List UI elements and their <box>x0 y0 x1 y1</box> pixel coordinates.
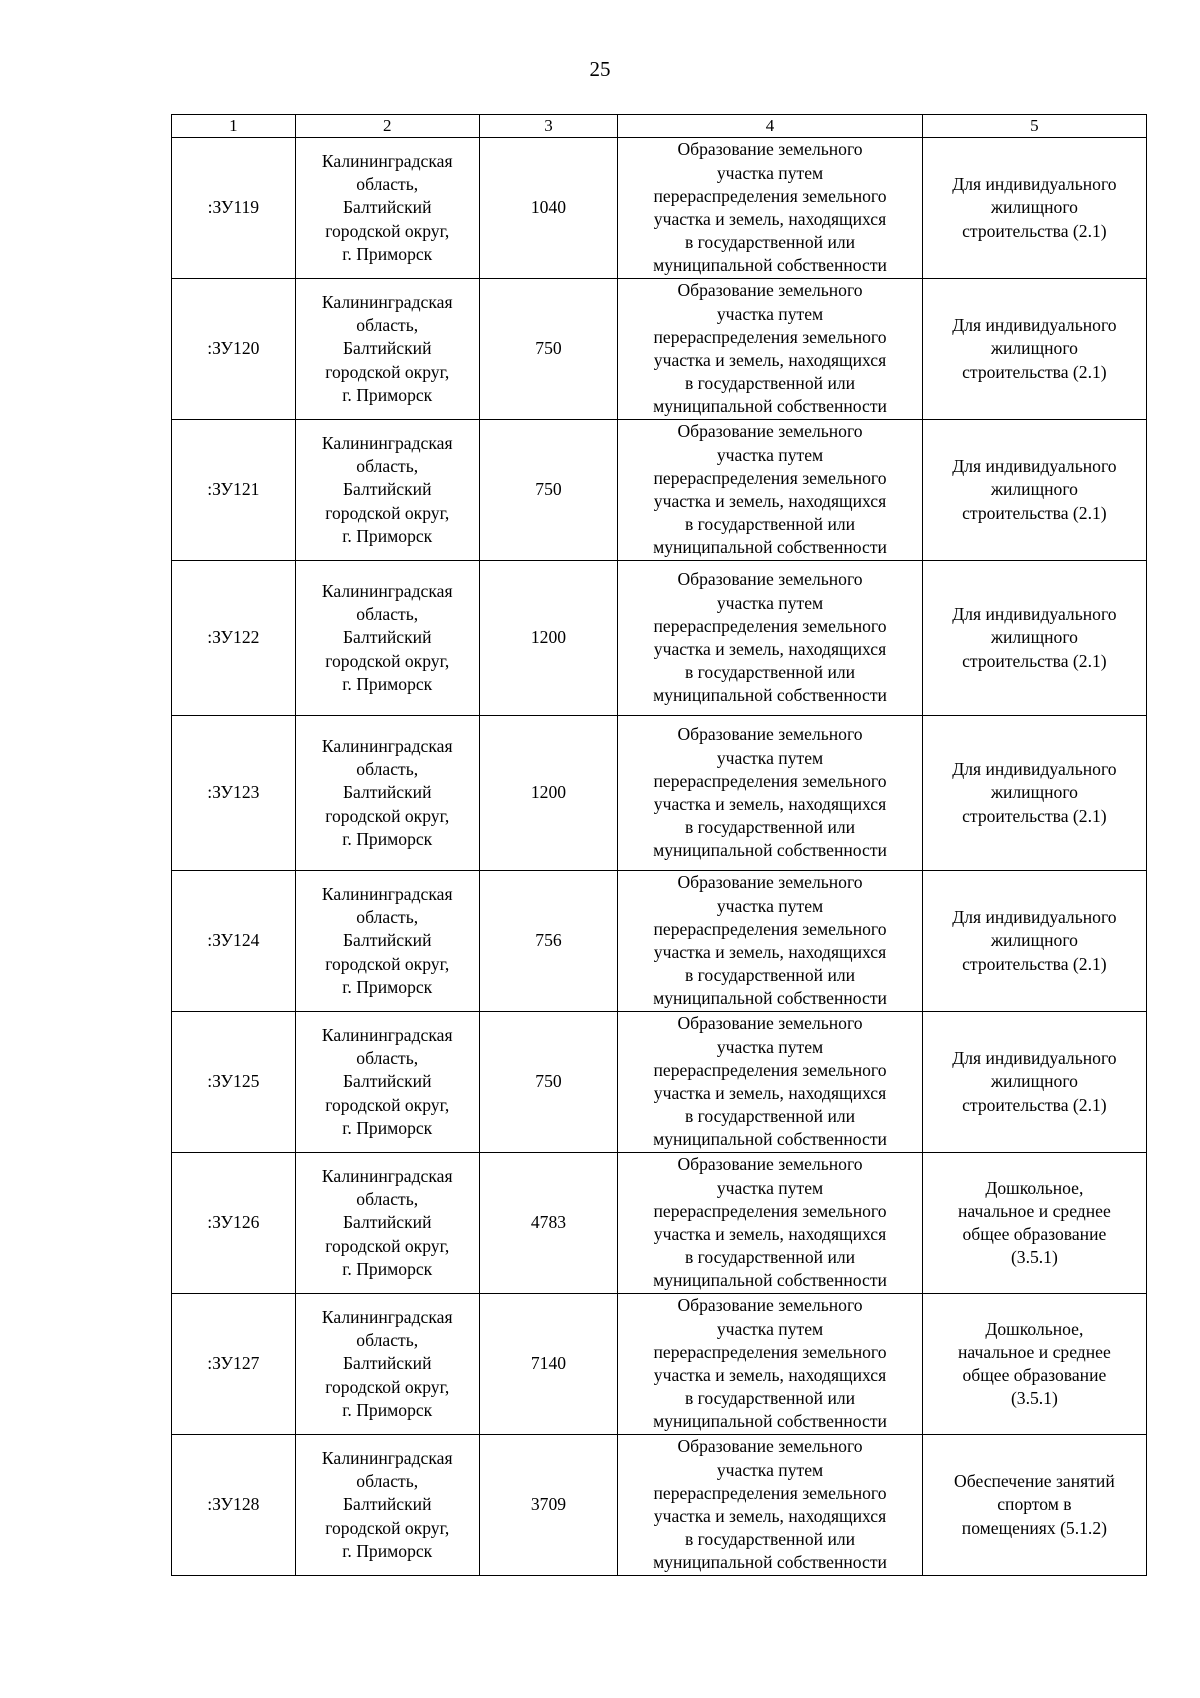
address-cell-line: городской округ, <box>325 502 450 523</box>
formation-method-cell-line: Образование земельного <box>677 724 863 745</box>
permitted-use-cell-line: Для индивидуального <box>952 456 1117 477</box>
address-cell-line: область, <box>356 456 419 477</box>
address-cell-line: Калининградская <box>321 1165 453 1186</box>
formation-method-cell-line: участка путем <box>716 303 824 324</box>
address-cell-line: Калининградская <box>321 291 453 312</box>
formation-method-cell-line: участка и земель, находящихся <box>653 1224 887 1244</box>
area-cell: 4783 <box>479 1153 618 1294</box>
formation-method-cell-line: участка и земель, находящихся <box>653 209 887 229</box>
address-cell-line: Калининградская <box>321 1447 453 1468</box>
formation-method-cell-line: Образование земельного <box>677 872 863 893</box>
formation-method-cell-line: Образование земельного <box>677 1295 863 1316</box>
area-cell: 750 <box>479 420 618 561</box>
address-cell-line: Калининградская <box>321 432 453 453</box>
formation-method-cell <box>618 716 923 871</box>
plot-id-cell: :ЗУ122 <box>172 561 296 716</box>
address-cell-line: г. Приморск <box>342 976 433 997</box>
address-cell-line: Балтийский <box>342 1494 432 1515</box>
table-row <box>172 871 1147 1012</box>
formation-method-cell-line: участка путем <box>716 1177 824 1198</box>
formation-method-cell-line: муниципальной собственности <box>653 988 887 1009</box>
permitted-use-cell <box>922 420 1146 561</box>
table-row <box>172 1153 1147 1294</box>
address-cell-line: городской округ, <box>325 1094 450 1115</box>
formation-method-cell-line: участка и земель, находящихся <box>653 1083 887 1103</box>
formation-method-cell <box>618 420 923 561</box>
address-cell-line: городской округ, <box>325 220 450 241</box>
address-cell-line: область, <box>356 1330 419 1351</box>
permitted-use-cell <box>922 279 1146 420</box>
address-cell-line: Балтийский <box>342 1071 432 1092</box>
formation-method-cell-line: в государственной или <box>684 1247 856 1268</box>
permitted-use-cell <box>922 1294 1146 1435</box>
formation-method-cell-line: Образование земельного <box>677 1154 863 1175</box>
land-plots-table <box>171 114 1147 1576</box>
address-cell-line: область, <box>356 1471 419 1492</box>
formation-method-cell-line: Образование земельного <box>677 1013 863 1034</box>
formation-method-cell-line: муниципальной собственности <box>653 537 887 558</box>
permitted-use-cell-line: жилищного <box>990 479 1078 500</box>
address-cell <box>295 138 479 279</box>
permitted-use-cell <box>922 871 1146 1012</box>
address-cell-line: городской округ, <box>325 1235 450 1256</box>
address-cell-line: область, <box>356 1189 419 1210</box>
address-cell <box>295 871 479 1012</box>
address-cell-line: г. Приморск <box>342 1117 433 1138</box>
address-cell-line: городской округ, <box>325 361 450 382</box>
permitted-use-cell-line: строительства (2.1) <box>962 220 1107 241</box>
plot-id-cell: :ЗУ123 <box>172 716 296 871</box>
address-cell-line: область, <box>356 315 419 336</box>
address-cell-line: Балтийский <box>342 627 432 648</box>
address-cell-line: г. Приморск <box>342 243 433 264</box>
permitted-use-cell-line: общее образование <box>962 1365 1107 1385</box>
address-cell-line: область, <box>356 759 419 780</box>
permitted-use-cell-line: Для индивидуального <box>952 174 1117 195</box>
address-cell-line: городской округ, <box>325 650 450 671</box>
permitted-use-cell-line: строительства (2.1) <box>962 1094 1107 1115</box>
plot-id-cell: :ЗУ128 <box>172 1435 296 1576</box>
address-cell-line: Балтийский <box>342 782 432 803</box>
formation-method-cell-line: муниципальной собственности <box>653 1270 887 1291</box>
area-cell: 7140 <box>479 1294 618 1435</box>
address-cell-line: область, <box>356 907 419 928</box>
formation-method-cell <box>618 561 923 716</box>
formation-method-cell-line: муниципальной собственности <box>653 1552 887 1573</box>
table-row <box>172 1435 1147 1576</box>
permitted-use-cell-line: строительства (2.1) <box>962 650 1107 671</box>
permitted-use-cell-line: Для индивидуального <box>952 315 1117 336</box>
page-number: 25 <box>589 57 611 81</box>
address-cell-line: Калининградская <box>321 580 453 601</box>
permitted-use-cell-line: Для индивидуального <box>952 604 1117 625</box>
formation-method-cell-line: перераспределения земельного <box>653 770 887 791</box>
formation-method-cell <box>618 138 923 279</box>
plot-id-cell: :ЗУ120 <box>172 279 296 420</box>
table-row <box>172 138 1147 279</box>
address-cell-line: городской округ, <box>325 805 450 826</box>
address-cell-line: Калининградская <box>321 1024 453 1045</box>
formation-method-cell-line: участка путем <box>716 592 824 613</box>
formation-method-cell-line: участка путем <box>716 1318 824 1339</box>
permitted-use-cell-line: помещениях (5.1.2) <box>961 1517 1107 1538</box>
address-cell-line: г. Приморск <box>342 828 433 849</box>
formation-method-cell-line: перераспределения земельного <box>653 1482 887 1503</box>
formation-method-cell <box>618 1435 923 1576</box>
formation-method-cell-line: участка и земель, находящихся <box>653 942 887 962</box>
address-cell <box>295 716 479 871</box>
table-row <box>172 716 1147 871</box>
permitted-use-cell-line: жилищного <box>990 782 1078 803</box>
table-row <box>172 279 1147 420</box>
formation-method-cell-line: Образование земельного <box>677 569 863 590</box>
formation-method-cell-line: перераспределения земельного <box>653 918 887 939</box>
address-cell-line: г. Приморск <box>342 1540 433 1561</box>
formation-method-cell-line: в государственной или <box>684 373 856 394</box>
formation-method-cell-line: участка путем <box>716 162 824 183</box>
address-cell-line: Калининградская <box>321 150 453 171</box>
area-cell: 1200 <box>479 716 618 871</box>
permitted-use-cell-line: (3.5.1) <box>1010 1247 1058 1268</box>
formation-method-cell <box>618 871 923 1012</box>
formation-method-cell-line: участка путем <box>716 1036 824 1057</box>
table-row <box>172 420 1147 561</box>
plot-id-cell: :ЗУ121 <box>172 420 296 561</box>
table-header-row <box>172 115 1147 138</box>
formation-method-cell-line: муниципальной собственности <box>653 255 887 276</box>
formation-method-cell-line: перераспределения земельного <box>653 1059 887 1080</box>
plot-id-cell: :ЗУ124 <box>172 871 296 1012</box>
formation-method-cell-line: участка и земель, находящихся <box>653 350 887 370</box>
address-cell-line: Калининградская <box>321 883 453 904</box>
permitted-use-cell <box>922 716 1146 871</box>
area-cell: 750 <box>479 1012 618 1153</box>
permitted-use-cell <box>922 138 1146 279</box>
formation-method-cell <box>618 1153 923 1294</box>
address-cell-line: область, <box>356 174 419 195</box>
formation-method-cell-line: перераспределения земельного <box>653 326 887 347</box>
formation-method-cell-line: участка и земель, находящихся <box>653 639 887 659</box>
permitted-use-cell-line: жилищного <box>990 1071 1078 1092</box>
formation-method-cell-line: участка и земель, находящихся <box>653 794 887 814</box>
address-cell-line: область, <box>356 1048 419 1069</box>
permitted-use-cell-line: жилищного <box>990 627 1078 648</box>
permitted-use-cell-line: Для индивидуального <box>952 1048 1117 1069</box>
area-cell: 1040 <box>479 138 618 279</box>
formation-method-cell-line: перераспределения земельного <box>653 1341 887 1362</box>
address-cell <box>295 1153 479 1294</box>
formation-method-cell <box>618 279 923 420</box>
address-cell-line: городской округ, <box>325 1517 450 1538</box>
permitted-use-cell-line: жилищного <box>990 197 1078 218</box>
address-cell-line: г. Приморск <box>342 384 433 405</box>
permitted-use-cell-line: Обеспечение занятий <box>954 1471 1115 1492</box>
table-row <box>172 1012 1147 1153</box>
address-cell-line: Балтийский <box>342 1353 432 1374</box>
formation-method-cell-line: участка путем <box>716 747 824 768</box>
formation-method-cell-line: перераспределения земельного <box>653 467 887 488</box>
permitted-use-cell-line: Дошкольное, <box>985 1318 1084 1339</box>
formation-method-cell-line: перераспределения земельного <box>653 1200 887 1221</box>
address-cell-line: Калининградская <box>321 735 453 756</box>
column-header-2: 2 <box>295 115 479 138</box>
formation-method-cell-line: в государственной или <box>684 662 856 683</box>
address-cell <box>295 279 479 420</box>
area-cell: 750 <box>479 279 618 420</box>
formation-method-cell-line: в государственной или <box>684 514 856 535</box>
address-cell <box>295 1435 479 1576</box>
permitted-use-cell-line: строительства (2.1) <box>962 805 1107 826</box>
formation-method-cell-line: в государственной или <box>684 1388 856 1409</box>
formation-method-cell <box>618 1294 923 1435</box>
formation-method-cell-line: Образование земельного <box>677 1436 863 1457</box>
column-header-3: 3 <box>479 115 618 138</box>
formation-method-cell-line: Образование земельного <box>677 280 863 301</box>
address-cell-line: городской округ, <box>325 1376 450 1397</box>
address-cell-line: г. Приморск <box>342 525 433 546</box>
formation-method-cell-line: участка и земель, находящихся <box>653 491 887 511</box>
formation-method-cell-line: перераспределения земельного <box>653 615 887 636</box>
address-cell-line: область, <box>356 604 419 625</box>
plot-id-cell: :ЗУ119 <box>172 138 296 279</box>
address-cell <box>295 1294 479 1435</box>
plot-id-cell: :ЗУ126 <box>172 1153 296 1294</box>
plot-id-cell: :ЗУ125 <box>172 1012 296 1153</box>
formation-method-cell-line: в государственной или <box>684 1529 856 1550</box>
permitted-use-cell <box>922 1012 1146 1153</box>
permitted-use-cell <box>922 561 1146 716</box>
formation-method-cell <box>618 1012 923 1153</box>
formation-method-cell-line: перераспределения земельного <box>653 185 887 206</box>
formation-method-cell-line: участка и земель, находящихся <box>653 1365 887 1385</box>
permitted-use-cell-line: жилищного <box>990 338 1078 359</box>
formation-method-cell-line: в государственной или <box>684 965 856 986</box>
table-body <box>172 115 1147 1576</box>
table-row <box>172 561 1147 716</box>
permitted-use-cell-line: Для индивидуального <box>952 759 1117 780</box>
formation-method-cell-line: муниципальной собственности <box>653 685 887 706</box>
address-cell-line: Балтийский <box>342 479 432 500</box>
formation-method-cell-line: в государственной или <box>684 817 856 838</box>
formation-method-cell-line: Образование земельного <box>677 139 863 160</box>
address-cell-line: г. Приморск <box>342 1399 433 1420</box>
column-header-5: 5 <box>922 115 1146 138</box>
permitted-use-cell-line: строительства (2.1) <box>962 502 1107 523</box>
permitted-use-cell-line: общее образование <box>962 1224 1107 1244</box>
column-header-1: 1 <box>172 115 296 138</box>
address-cell-line: Балтийский <box>342 197 432 218</box>
formation-method-cell-line: муниципальной собственности <box>653 1129 887 1150</box>
address-cell <box>295 420 479 561</box>
formation-method-cell-line: в государственной или <box>684 232 856 253</box>
address-cell-line: г. Приморск <box>342 1258 433 1279</box>
permitted-use-cell <box>922 1435 1146 1576</box>
permitted-use-cell-line: Для индивидуального <box>952 907 1117 928</box>
address-cell-line: городской округ, <box>325 953 450 974</box>
permitted-use-cell-line: Дошкольное, <box>985 1177 1084 1198</box>
address-cell-line: Балтийский <box>342 930 432 951</box>
permitted-use-cell <box>922 1153 1146 1294</box>
formation-method-cell-line: участка путем <box>716 1459 824 1480</box>
formation-method-cell-line: муниципальной собственности <box>653 1411 887 1432</box>
formation-method-cell-line: участка путем <box>716 444 824 465</box>
formation-method-cell-line: муниципальной собственности <box>653 840 887 861</box>
address-cell <box>295 1012 479 1153</box>
formation-method-cell-line: в государственной или <box>684 1106 856 1127</box>
permitted-use-cell-line: жилищного <box>990 930 1078 951</box>
column-header-4: 4 <box>618 115 923 138</box>
address-cell-line: Калининградская <box>321 1306 453 1327</box>
address-cell-line: Балтийский <box>342 1212 432 1233</box>
area-cell: 3709 <box>479 1435 618 1576</box>
table-row <box>172 1294 1147 1435</box>
formation-method-cell-line: участка и земель, находящихся <box>653 1506 887 1526</box>
plot-id-cell: :ЗУ127 <box>172 1294 296 1435</box>
area-cell: 1200 <box>479 561 618 716</box>
formation-method-cell-line: участка путем <box>716 895 824 916</box>
permitted-use-cell-line: (3.5.1) <box>1010 1388 1058 1409</box>
address-cell-line: Балтийский <box>342 338 432 359</box>
permitted-use-cell-line: начальное и среднее <box>958 1341 1111 1362</box>
address-cell <box>295 561 479 716</box>
area-cell: 756 <box>479 871 618 1012</box>
permitted-use-cell-line: строительства (2.1) <box>962 953 1107 974</box>
address-cell-line: г. Приморск <box>342 673 433 694</box>
permitted-use-cell-line: начальное и среднее <box>958 1200 1111 1221</box>
permitted-use-cell-line: спортом в <box>997 1494 1072 1515</box>
permitted-use-cell-line: строительства (2.1) <box>962 361 1107 382</box>
formation-method-cell-line: Образование земельного <box>677 421 863 442</box>
formation-method-cell-line: муниципальной собственности <box>653 396 887 417</box>
